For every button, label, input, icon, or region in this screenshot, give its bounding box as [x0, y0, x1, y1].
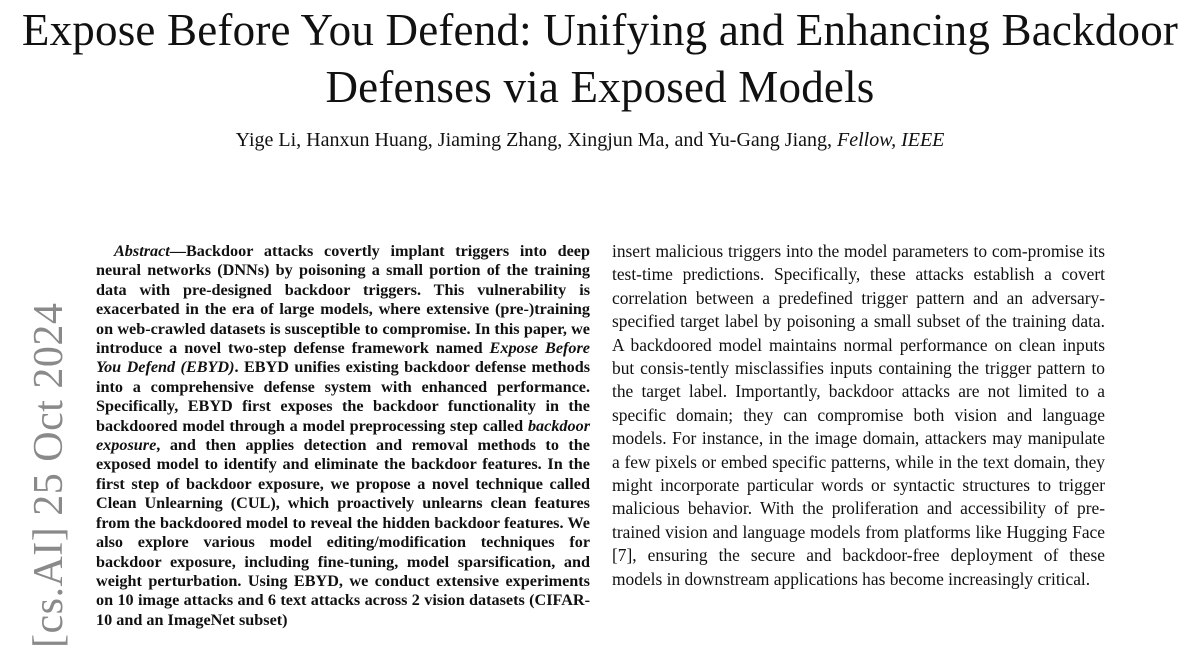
- introduction-paragraph: insert malicious triggers into the model parameters to com-promise its test-time predictions. Specifically, these attacks establish a covert correlation between a predefined trigger pattern and an adversary-specified target label by poisoning a small subset of the training data. A backdoored model maintains normal performance on clean inputs but consis-tently misclassifies inputs containing the trigger pattern to the target label. Importantly, backdoor attacks are not limited to a specific domain; they can compromise both vision and language models. For instance, in the image domain, attackers may manipulate a few pixels or embed specific patterns, while in the text domain, they might incorporate particular words or syntactic structures to trigger malicious behavior. With the proliferation and accessibility of pre-trained vision and language models from platforms like Hugging Face [7], ensuring the secure and backdoor-free deployment of these models in downstream applications has become increasingly critical.: [612, 241, 1105, 589]
- abstract-column: [96, 242, 590, 630]
- abstract-paragraph: [96, 242, 590, 630]
- introduction-column: [612, 240, 1105, 591]
- abstract-label: Abstract: [114, 242, 170, 260]
- author-list: [0, 127, 1180, 153]
- arxiv-identifier-stamp: [cs.AI] 25 Oct 2024: [26, 302, 72, 648]
- abstract-text-part-2: . EBYD unifies existing backdoor defense methods into a comprehensive defense system with enhanced performance. Specifically, EBYD first exposes the backdoor functionality in the backdoored model through a model preprocessing step called: [96, 358, 590, 435]
- author-names: Yige Li, Hanxun Huang, Jiaming Zhang, Xingjun Ma, and Yu-Gang Jiang,: [235, 129, 832, 151]
- paper-title: Expose Before You Defend: Unifying and Enhancing Backdoor Defenses via Exposed Models: [21, 5, 1179, 112]
- abstract-dash: —: [169, 242, 186, 260]
- author-membership: Fellow, IEEE: [837, 129, 945, 151]
- abstract-text-part-3: , and then applies detection and removal methods to the exposed model to identify and eliminate the backdoor features. In the first step of backdoor exposure, we propose a novel technique called Clean Unlearning (CUL), which proactively unlearns clean features from the backdoored model to reveal the hidden backdoor features. We also explore various model editing/modification techniques for backdoor exposure, including fine-tuning, model sparsification, and weight perturbation. Using EBYD, we conduct extensive experiments on 10 image attacks and 6 text attacks across 2 vision datasets (CIFAR-10 and an ImageNet subset): [96, 436, 590, 629]
- abstract-framework-name: Expose Before You Defend (EBYD): [96, 339, 590, 377]
- abstract-text-part-1: Backdoor attacks covertly implant triggers into deep neural networks (DNNs) by poisoning a small portion of the training data with pre-designed backdoor triggers. This vulnerability is exacerbated in the era of large models, where extensive (pre-)training on web-crawled datasets is susceptible to compromise. In this paper, we introduce a novel two-step defense framework named: [96, 242, 590, 358]
- abstract-step-name: backdoor exposure: [96, 416, 590, 455]
